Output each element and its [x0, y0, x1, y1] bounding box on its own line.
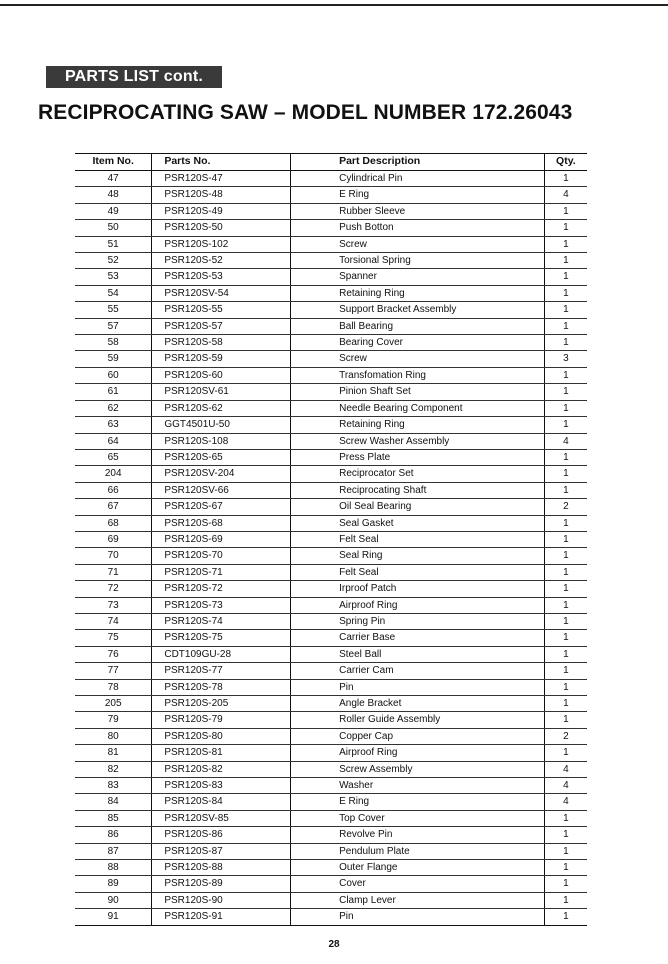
part-description-cell: Support Bracket Assembly	[291, 302, 545, 318]
qty-cell: 1	[544, 745, 587, 761]
item-no-cell: 80	[75, 728, 152, 744]
item-no-cell: 86	[75, 827, 152, 843]
item-no-cell: 47	[75, 171, 152, 187]
parts-no-cell: PSR120S-47	[152, 171, 291, 187]
item-no-cell: 91	[75, 909, 152, 925]
table-row	[75, 778, 587, 794]
column-header-item-no: Item No.	[75, 154, 152, 171]
item-no-cell: 89	[75, 876, 152, 892]
item-no-cell: 71	[75, 564, 152, 580]
table-row	[75, 302, 587, 318]
part-description-cell: Spanner	[291, 269, 545, 285]
parts-no-cell: CDT109GU-28	[152, 646, 291, 662]
item-no-cell: 63	[75, 417, 152, 433]
qty-cell: 4	[544, 761, 587, 777]
qty-cell: 1	[544, 400, 587, 416]
qty-cell: 1	[544, 335, 587, 351]
qty-cell: 1	[544, 220, 587, 236]
parts-table	[75, 153, 587, 926]
part-description-cell: Airproof Ring	[291, 745, 545, 761]
parts-no-cell: PSR120S-57	[152, 318, 291, 334]
item-no-cell: 64	[75, 433, 152, 449]
table-row	[75, 269, 587, 285]
qty-cell: 1	[544, 696, 587, 712]
parts-no-cell: PSR120S-69	[152, 531, 291, 547]
parts-no-cell: PSR120S-91	[152, 909, 291, 925]
item-no-cell: 85	[75, 810, 152, 826]
qty-cell: 1	[544, 909, 587, 925]
table-row	[75, 597, 587, 613]
part-description-cell: Seal Ring	[291, 548, 545, 564]
parts-no-cell: PSR120S-108	[152, 433, 291, 449]
item-no-cell: 79	[75, 712, 152, 728]
qty-cell: 1	[544, 171, 587, 187]
qty-cell: 3	[544, 351, 587, 367]
item-no-cell: 51	[75, 236, 152, 252]
table-row	[75, 433, 587, 449]
qty-cell: 4	[544, 794, 587, 810]
parts-no-cell: PSR120SV-54	[152, 285, 291, 301]
parts-no-cell: PSR120S-67	[152, 499, 291, 515]
table-row	[75, 728, 587, 744]
column-header-parts-no: Parts No.	[152, 154, 291, 171]
part-description-cell: Screw Assembly	[291, 761, 545, 777]
part-description-cell: Ball Bearing	[291, 318, 545, 334]
item-no-cell: 67	[75, 499, 152, 515]
table-row	[75, 236, 587, 252]
parts-no-cell: PSR120S-81	[152, 745, 291, 761]
item-no-cell: 49	[75, 203, 152, 219]
item-no-cell: 59	[75, 351, 152, 367]
item-no-cell: 60	[75, 367, 152, 383]
part-description-cell: Irproof Patch	[291, 581, 545, 597]
qty-cell: 4	[544, 778, 587, 794]
item-no-cell: 83	[75, 778, 152, 794]
qty-cell: 1	[544, 203, 587, 219]
table-row	[75, 564, 587, 580]
qty-cell: 1	[544, 876, 587, 892]
table-header-row	[75, 154, 587, 171]
table-row	[75, 646, 587, 662]
table-row	[75, 663, 587, 679]
item-no-cell: 73	[75, 597, 152, 613]
qty-cell: 1	[544, 285, 587, 301]
part-description-cell: Revolve Pin	[291, 827, 545, 843]
table-row	[75, 417, 587, 433]
parts-no-cell: PSR120S-89	[152, 876, 291, 892]
qty-cell: 1	[544, 564, 587, 580]
table-row	[75, 630, 587, 646]
qty-cell: 1	[544, 827, 587, 843]
part-description-cell: Retaining Ring	[291, 285, 545, 301]
parts-no-cell: PSR120SV-66	[152, 482, 291, 498]
item-no-cell: 65	[75, 449, 152, 465]
parts-no-cell: PSR120S-53	[152, 269, 291, 285]
table-row	[75, 220, 587, 236]
parts-no-cell: PSR120S-59	[152, 351, 291, 367]
qty-cell: 1	[544, 663, 587, 679]
table-row	[75, 679, 587, 695]
table-row	[75, 384, 587, 400]
part-description-cell: Washer	[291, 778, 545, 794]
item-no-cell: 81	[75, 745, 152, 761]
part-description-cell: Roller Guide Assembly	[291, 712, 545, 728]
parts-no-cell: PSR120SV-85	[152, 810, 291, 826]
parts-no-cell: PSR120S-60	[152, 367, 291, 383]
part-description-cell: Spring Pin	[291, 613, 545, 629]
qty-cell: 1	[544, 860, 587, 876]
parts-no-cell: PSR120SV-204	[152, 466, 291, 482]
parts-no-cell: PSR120S-84	[152, 794, 291, 810]
item-no-cell: 75	[75, 630, 152, 646]
table-row	[75, 712, 587, 728]
table-row	[75, 745, 587, 761]
item-no-cell: 78	[75, 679, 152, 695]
table-row	[75, 400, 587, 416]
item-no-cell: 55	[75, 302, 152, 318]
part-description-cell: Push Botton	[291, 220, 545, 236]
part-description-cell: Rubber Sleeve	[291, 203, 545, 219]
part-description-cell: Pinion Shaft Set	[291, 384, 545, 400]
table-row	[75, 892, 587, 908]
table-row	[75, 909, 587, 925]
qty-cell: 1	[544, 417, 587, 433]
table-row	[75, 581, 587, 597]
table-row	[75, 696, 587, 712]
qty-cell: 1	[544, 515, 587, 531]
parts-no-cell: PSR120S-71	[152, 564, 291, 580]
item-no-cell: 74	[75, 613, 152, 629]
qty-cell: 1	[544, 810, 587, 826]
part-description-cell: Pin	[291, 679, 545, 695]
parts-no-cell: PSR120S-80	[152, 728, 291, 744]
item-no-cell: 76	[75, 646, 152, 662]
part-description-cell: Cover	[291, 876, 545, 892]
parts-list-badge: PARTS LIST cont.	[46, 66, 222, 88]
table-row	[75, 367, 587, 383]
parts-no-cell: PSR120S-52	[152, 253, 291, 269]
qty-cell: 1	[544, 466, 587, 482]
qty-cell: 1	[544, 613, 587, 629]
parts-no-cell: PSR120S-72	[152, 581, 291, 597]
parts-no-cell: PSR120S-79	[152, 712, 291, 728]
table-row	[75, 827, 587, 843]
table-row	[75, 482, 587, 498]
parts-no-cell: PSR120S-87	[152, 843, 291, 859]
part-description-cell: Press Plate	[291, 449, 545, 465]
part-description-cell: Steel Ball	[291, 646, 545, 662]
item-no-cell: 52	[75, 253, 152, 269]
parts-no-cell: GGT4501U-50	[152, 417, 291, 433]
table-row	[75, 794, 587, 810]
item-no-cell: 72	[75, 581, 152, 597]
item-no-cell: 84	[75, 794, 152, 810]
qty-cell: 2	[544, 728, 587, 744]
table-row	[75, 843, 587, 859]
parts-no-cell: PSR120S-68	[152, 515, 291, 531]
qty-cell: 1	[544, 384, 587, 400]
parts-no-cell: PSR120S-78	[152, 679, 291, 695]
table-row	[75, 531, 587, 547]
parts-no-cell: PSR120S-58	[152, 335, 291, 351]
part-description-cell: Oil Seal Bearing	[291, 499, 545, 515]
item-no-cell: 48	[75, 187, 152, 203]
item-no-cell: 50	[75, 220, 152, 236]
qty-cell: 4	[544, 187, 587, 203]
parts-no-cell: PSR120S-70	[152, 548, 291, 564]
parts-no-cell: PSR120S-75	[152, 630, 291, 646]
qty-cell: 1	[544, 630, 587, 646]
table-row	[75, 810, 587, 826]
part-description-cell: E Ring	[291, 187, 545, 203]
parts-no-cell: PSR120S-86	[152, 827, 291, 843]
parts-no-cell: PSR120S-74	[152, 613, 291, 629]
table-row	[75, 187, 587, 203]
table-row	[75, 449, 587, 465]
qty-cell: 1	[544, 367, 587, 383]
item-no-cell: 66	[75, 482, 152, 498]
item-no-cell: 70	[75, 548, 152, 564]
item-no-cell: 204	[75, 466, 152, 482]
parts-no-cell: PSR120S-88	[152, 860, 291, 876]
part-description-cell: E Ring	[291, 794, 545, 810]
part-description-cell: Top Cover	[291, 810, 545, 826]
qty-cell: 1	[544, 581, 587, 597]
item-no-cell: 53	[75, 269, 152, 285]
part-description-cell: Clamp Lever	[291, 892, 545, 908]
parts-table-body	[75, 171, 587, 926]
table-row	[75, 548, 587, 564]
page-number: 28	[328, 939, 340, 950]
parts-no-cell: PSR120S-50	[152, 220, 291, 236]
qty-cell: 2	[544, 499, 587, 515]
parts-no-cell: PSR120S-205	[152, 696, 291, 712]
table-row	[75, 171, 587, 187]
part-description-cell: Felt Seal	[291, 564, 545, 580]
parts-no-cell: PSR120S-49	[152, 203, 291, 219]
parts-no-cell: PSR120S-83	[152, 778, 291, 794]
part-description-cell: Felt Seal	[291, 531, 545, 547]
item-no-cell: 90	[75, 892, 152, 908]
parts-no-cell: PSR120S-77	[152, 663, 291, 679]
item-no-cell: 58	[75, 335, 152, 351]
qty-cell: 1	[544, 482, 587, 498]
item-no-cell: 77	[75, 663, 152, 679]
part-description-cell: Carrier Base	[291, 630, 545, 646]
parts-no-cell: PSR120S-62	[152, 400, 291, 416]
part-description-cell: Needle Bearing Component	[291, 400, 545, 416]
table-row	[75, 515, 587, 531]
table-row	[75, 203, 587, 219]
qty-cell: 1	[544, 269, 587, 285]
table-row	[75, 318, 587, 334]
part-description-cell: Reciprocator Set	[291, 466, 545, 482]
table-row	[75, 335, 587, 351]
parts-no-cell: PSR120S-82	[152, 761, 291, 777]
qty-cell: 1	[544, 253, 587, 269]
item-no-cell: 87	[75, 843, 152, 859]
column-header-part-description: Part Description	[291, 154, 545, 171]
part-description-cell: Transfomation Ring	[291, 367, 545, 383]
part-description-cell: Outer Flange	[291, 860, 545, 876]
part-description-cell: Retaining Ring	[291, 417, 545, 433]
part-description-cell: Angle Bracket	[291, 696, 545, 712]
qty-cell: 1	[544, 597, 587, 613]
part-description-cell: Airproof Ring	[291, 597, 545, 613]
table-row	[75, 351, 587, 367]
top-rule	[0, 4, 668, 6]
item-no-cell: 88	[75, 860, 152, 876]
part-description-cell: Reciprocating Shaft	[291, 482, 545, 498]
table-row	[75, 499, 587, 515]
qty-cell: 1	[544, 236, 587, 252]
item-no-cell: 62	[75, 400, 152, 416]
part-description-cell: Screw Washer Assembly	[291, 433, 545, 449]
table-row	[75, 613, 587, 629]
part-description-cell: Bearing Cover	[291, 335, 545, 351]
part-description-cell: Copper Cap	[291, 728, 545, 744]
parts-no-cell: PSR120S-73	[152, 597, 291, 613]
item-no-cell: 205	[75, 696, 152, 712]
qty-cell: 1	[544, 548, 587, 564]
qty-cell: 1	[544, 302, 587, 318]
part-description-cell: Pendulum Plate	[291, 843, 545, 859]
item-no-cell: 54	[75, 285, 152, 301]
part-description-cell: Cylindrical Pin	[291, 171, 545, 187]
item-no-cell: 82	[75, 761, 152, 777]
parts-no-cell: PSR120S-48	[152, 187, 291, 203]
table-row	[75, 761, 587, 777]
parts-no-cell: PSR120S-55	[152, 302, 291, 318]
part-description-cell: Seal Gasket	[291, 515, 545, 531]
part-description-cell: Screw	[291, 351, 545, 367]
qty-cell: 1	[544, 531, 587, 547]
column-header-qty: Qty.	[544, 154, 587, 171]
parts-no-cell: PSR120S-90	[152, 892, 291, 908]
page-title: RECIPROCATING SAW – MODEL NUMBER 172.26043	[38, 101, 573, 124]
table-row	[75, 253, 587, 269]
qty-cell: 1	[544, 646, 587, 662]
part-description-cell: Carrier Cam	[291, 663, 545, 679]
table-row	[75, 860, 587, 876]
qty-cell: 1	[544, 712, 587, 728]
qty-cell: 1	[544, 679, 587, 695]
qty-cell: 1	[544, 449, 587, 465]
parts-no-cell: PSR120S-102	[152, 236, 291, 252]
table-row	[75, 466, 587, 482]
part-description-cell: Torsional Spring	[291, 253, 545, 269]
qty-cell: 1	[544, 843, 587, 859]
qty-cell: 1	[544, 892, 587, 908]
qty-cell: 4	[544, 433, 587, 449]
item-no-cell: 61	[75, 384, 152, 400]
table-row	[75, 285, 587, 301]
parts-no-cell: PSR120S-65	[152, 449, 291, 465]
part-description-cell: Screw	[291, 236, 545, 252]
item-no-cell: 57	[75, 318, 152, 334]
item-no-cell: 68	[75, 515, 152, 531]
parts-no-cell: PSR120SV-61	[152, 384, 291, 400]
part-description-cell: Pin	[291, 909, 545, 925]
item-no-cell: 69	[75, 531, 152, 547]
table-row	[75, 876, 587, 892]
qty-cell: 1	[544, 318, 587, 334]
